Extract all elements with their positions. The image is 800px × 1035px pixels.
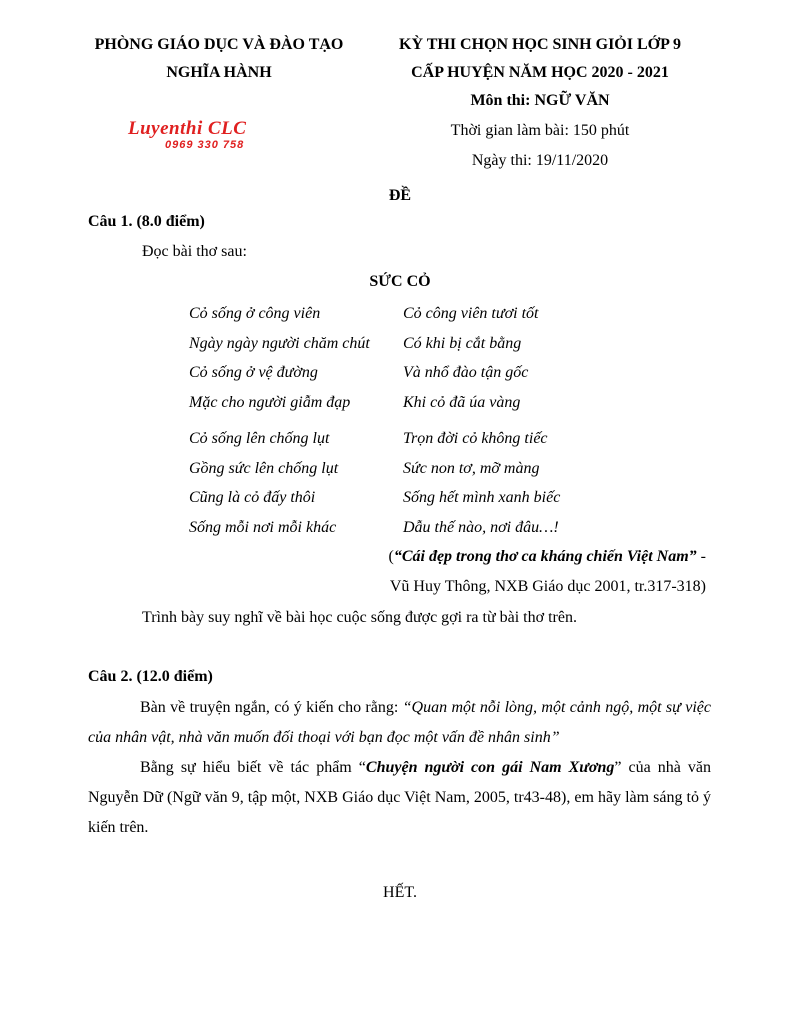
poem-line-right: Sức non tơ, mỡ màng <box>403 459 540 477</box>
poem-line-left: Gồng sức lên chống lụt <box>189 459 339 477</box>
poem-source-line2: Vũ Huy Thông, NXB Giáo dục 2001, tr.317-318) <box>389 578 706 595</box>
poem-line-right: Dẫu thế nào, nơi đâu…! <box>403 518 559 536</box>
poem-line-right: Sống hết mình xanh biếc <box>403 489 561 506</box>
poem-line-left: Ngày ngày người chăm chút <box>189 334 370 352</box>
poem-line-right: Và nhổ đào tận gốc <box>403 364 529 381</box>
poem-line-left: Cỏ sống lên chống lụt <box>189 430 330 447</box>
question-1-intro: Đọc bài thơ sau: <box>142 243 247 260</box>
logo-phone: 0969 330 758 <box>165 139 245 151</box>
poem-title: SỨC CỎ <box>369 273 431 290</box>
question-2-paragraph-2 <box>88 753 711 843</box>
exam-date: Ngày thi: 19/11/2020 <box>471 152 609 169</box>
question-2-opinion-quote: “Quan một nỗi lòng, một cảnh ngộ, một sự việc của nhân vật, nhà văn muốn đối thoại với bạn đọc một vấn đề nhân sinh” <box>88 699 711 746</box>
exam-name: KỲ THI CHỌN HỌC SINH GIỎI LỚP 9 <box>399 36 681 53</box>
poem-line-left: Sống mỗi nơi mỗi khác <box>189 518 337 536</box>
poem-line-right: Có khi bị cắt bằng <box>403 334 522 352</box>
question-2-opinion-intro: Bàn về truyện ngắn, có ý kiến cho rằng: <box>140 699 403 716</box>
question-2-task-before: Bằng sự hiểu biết về tác phẩm “ <box>140 759 366 776</box>
question-2-heading: Câu 2. (12.0 điểm) <box>88 668 213 685</box>
source-book-title: “Cái đẹp trong thơ ca kháng chiến Việt Nam” <box>393 548 697 565</box>
poem-source-line1 <box>389 548 707 566</box>
poem-line-right: Trọn đời cỏ không tiếc <box>403 430 548 447</box>
watermark-logo <box>128 119 246 151</box>
exam-title: ĐỀ <box>388 187 412 204</box>
poem-line-left: Cỏ sống ở công viên <box>189 305 321 322</box>
poem-line-left: Cũng là cỏ đấy thôi <box>189 489 316 506</box>
source-dash: - <box>696 548 706 565</box>
source-open-paren: ( <box>388 548 394 565</box>
exam-subject: Môn thi: NGỮ VĂN <box>470 92 610 109</box>
department-name: PHÒNG GIÁO DỤC VÀ ĐÀO TẠO <box>94 36 344 53</box>
question-1-heading: Câu 1. (8.0 điểm) <box>88 213 205 230</box>
district-name: NGHĨA HÀNH <box>166 64 272 81</box>
exam-level-year: CẤP HUYỆN NĂM HỌC 2020 - 2021 <box>411 64 669 81</box>
question-2-work-title: Chuyện người con gái Nam Xương <box>365 759 615 776</box>
exam-duration: Thời gian làm bài: 150 phút <box>450 122 630 139</box>
question-2-paragraph-1 <box>88 693 711 753</box>
poem-line-right: Khi cỏ đã úa vàng <box>403 393 521 411</box>
question-1-task: Trình bày suy nghĩ về bài học cuộc sống được gợi ra từ bài thơ trên. <box>142 609 577 626</box>
question-2-task-after: ” của nhà văn Nguyễn Dữ (Ngữ văn 9, tập một, NXB Giáo dục Việt Nam, 2005, tr43-48), em hãy làm sáng tỏ ý kiến trên. <box>88 759 712 836</box>
poem-line-left: Mặc cho người giẫm đạp <box>189 393 351 411</box>
logo-name: Luyenthi CLC <box>128 118 247 139</box>
poem-line-left: Cỏ sống ở vệ đường <box>189 364 318 381</box>
end-marker: HẾT. <box>383 884 417 901</box>
poem-line-right: Cỏ công viên tươi tốt <box>403 305 539 322</box>
